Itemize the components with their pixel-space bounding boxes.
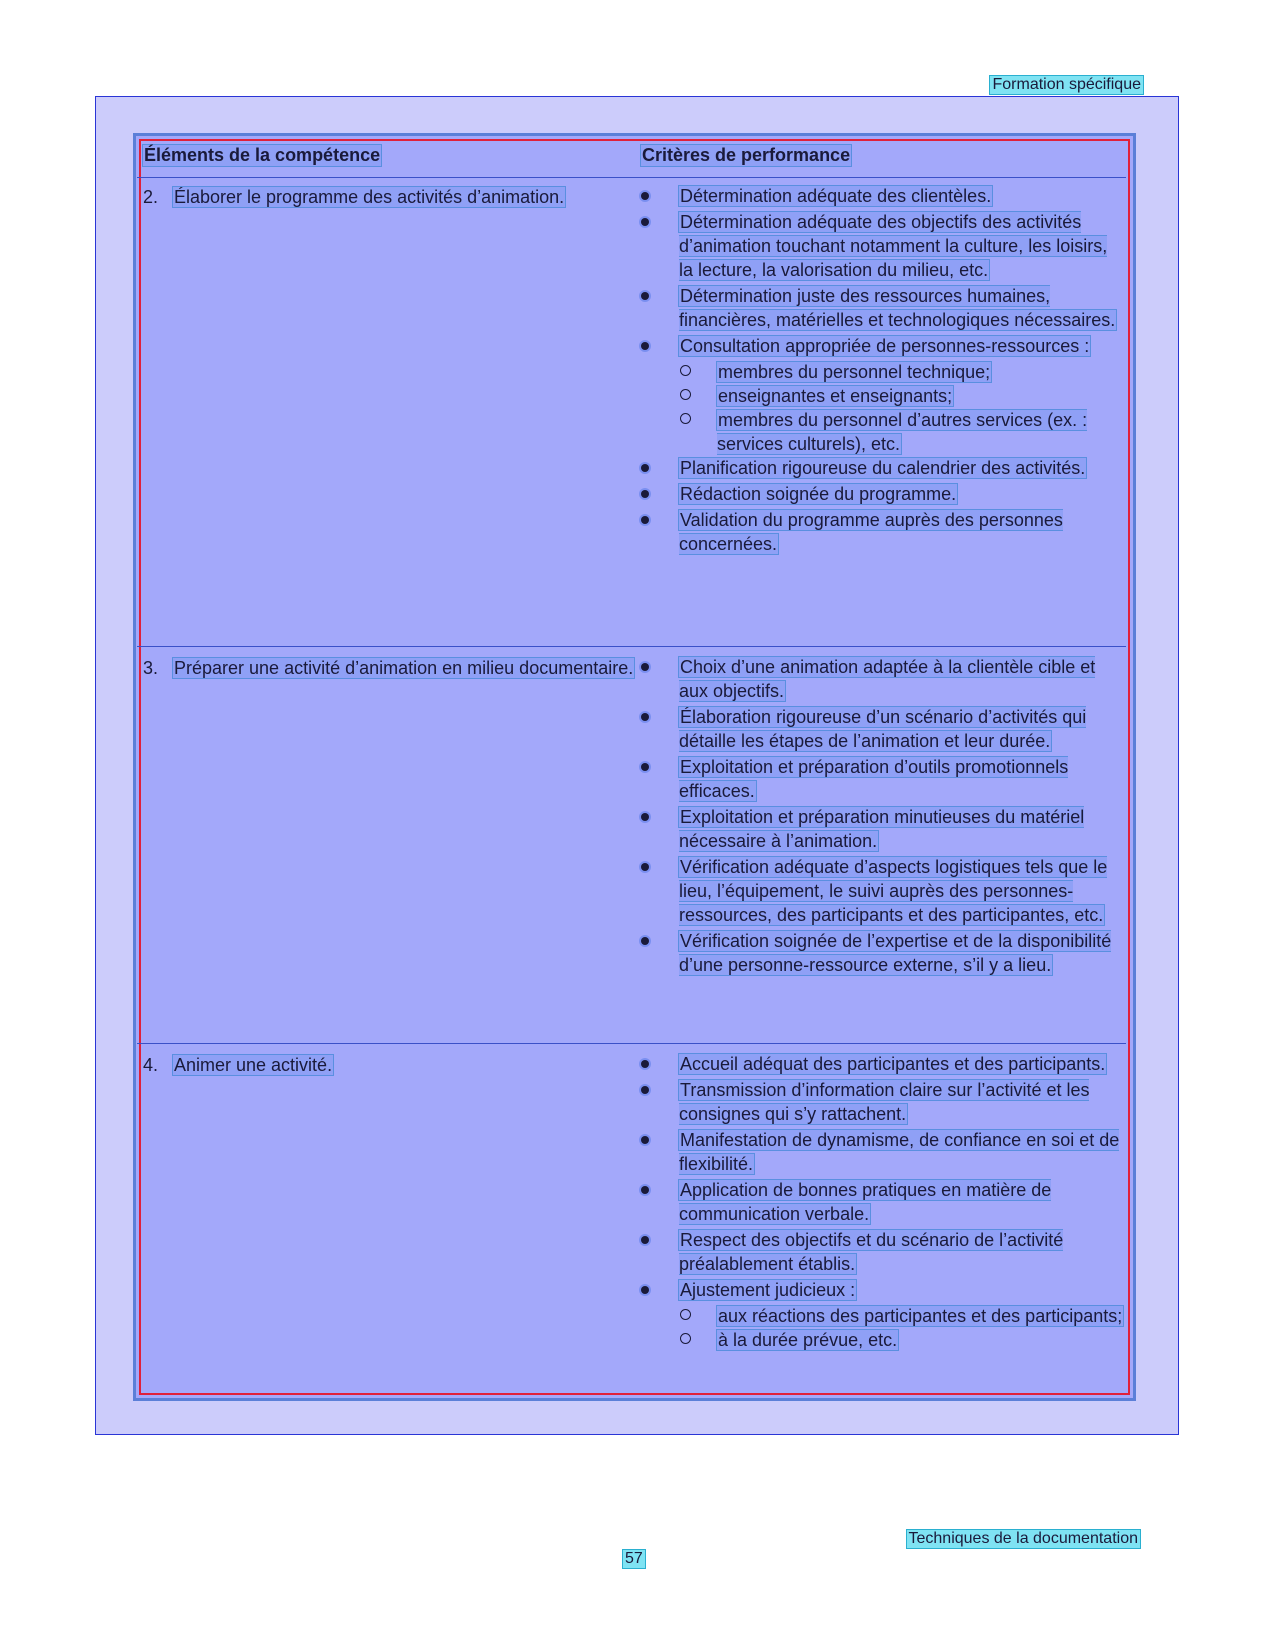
sub-criterion	[641, 360, 1126, 384]
criterion	[641, 1278, 1126, 1302]
criterion	[641, 1052, 1126, 1076]
criterion	[641, 482, 1126, 506]
bullet-icon	[641, 763, 649, 771]
criteria-list-3	[641, 655, 1126, 979]
criterion-text: Détermination adéquate des clientèles.	[680, 186, 992, 206]
criterion	[641, 508, 1126, 556]
criterion	[641, 1228, 1126, 1276]
bullet-icon	[641, 292, 649, 300]
criterion-text: Application de bonnes pratiques en matière de communication verbale.	[679, 1180, 1052, 1224]
criterion-text: Rédaction soignée du programme.	[680, 484, 957, 504]
criterion-text: enseignantes et enseignants;	[718, 386, 953, 406]
column-header-elements: Éléments de la compétence	[144, 145, 381, 165]
criterion-text: Ajustement judicieux :	[680, 1280, 856, 1300]
criterion	[641, 655, 1126, 703]
competence-element-3	[143, 656, 643, 680]
criterion	[641, 284, 1126, 332]
column-header-criteria: Critères de performance	[642, 145, 851, 165]
circle-bullet-icon	[680, 413, 691, 424]
element-number: 2.	[143, 187, 159, 207]
criteria-list-2	[641, 184, 1126, 558]
sub-criterion	[641, 1304, 1126, 1328]
criterion	[641, 334, 1126, 358]
competence-element-2	[143, 185, 643, 209]
bullet-icon	[641, 464, 649, 472]
criterion-text: Accueil adéquat des participantes et des participants.	[680, 1054, 1106, 1074]
element-text: Animer une activité.	[174, 1055, 333, 1075]
bullet-icon	[641, 516, 649, 524]
criterion-text: Transmission d’information claire sur l’activité et les consignes qui s’y rattachent.	[679, 1080, 1090, 1124]
bullet-icon	[641, 713, 649, 721]
criterion	[641, 210, 1126, 282]
criterion	[641, 1178, 1126, 1226]
bullet-icon	[641, 1236, 649, 1244]
bullet-icon	[641, 490, 649, 498]
bullet-icon	[641, 192, 649, 200]
criterion-text: Choix d’une animation adaptée à la clientèle cible et aux objectifs.	[679, 657, 1096, 701]
bullet-icon	[641, 1060, 649, 1068]
criterion-text: Planification rigoureuse du calendrier des activités.	[680, 458, 1086, 478]
criterion-text: Exploitation et préparation d’outils promotionnels efficaces.	[679, 757, 1069, 801]
bullet-icon	[641, 663, 649, 671]
circle-bullet-icon	[680, 1309, 691, 1320]
element-number: 3.	[143, 658, 159, 678]
bullet-icon	[641, 342, 649, 350]
header-divider	[137, 177, 1126, 178]
criterion	[641, 705, 1126, 753]
criterion	[641, 855, 1126, 927]
element-text: Préparer une activité d’animation en milieu documentaire.	[174, 658, 634, 678]
bullet-icon	[641, 863, 649, 871]
element-text: Élaborer le programme des activités d’animation.	[174, 187, 565, 207]
sub-criterion	[641, 384, 1126, 408]
header-note: Formation spécifique	[992, 76, 1141, 93]
criterion-text: Respect des objectifs et du scénario de l’activité préalablement établis.	[679, 1230, 1064, 1274]
criterion	[641, 805, 1126, 853]
row-divider	[137, 646, 1126, 647]
criteria-list-4	[641, 1052, 1126, 1352]
row-divider	[137, 1043, 1126, 1044]
bullet-icon	[641, 813, 649, 821]
criterion-text: membres du personnel d’autres services (ex. : services culturels), etc.	[717, 410, 1088, 454]
sub-criterion	[641, 408, 1126, 456]
criterion-text: Élaboration rigoureuse d’un scénario d’activités qui détaille les étapes de l’animation et leur durée.	[679, 707, 1087, 751]
footer-title: Techniques de la documentation	[908, 1530, 1138, 1547]
criterion	[641, 1128, 1126, 1176]
criterion-text: Détermination juste des ressources humaines, financières, matérielles et technologiques nécessaires.	[679, 286, 1116, 330]
bullet-icon	[641, 218, 649, 226]
criterion-text: à la durée prévue, etc.	[718, 1330, 898, 1350]
criterion	[641, 1078, 1126, 1126]
criterion-text: Détermination adéquate des objectifs des activités d’animation touchant notamment la culture, les loisirs, la lecture, la valorisation du milieu, etc.	[679, 212, 1108, 280]
criterion	[641, 184, 1126, 208]
bullet-icon	[641, 937, 649, 945]
circle-bullet-icon	[680, 365, 691, 376]
bullet-icon	[641, 1136, 649, 1144]
element-number: 4.	[143, 1055, 159, 1075]
criterion-text: aux réactions des participantes et des participants;	[718, 1306, 1123, 1326]
criterion-text: Exploitation et préparation minutieuses du matériel nécessaire à l’animation.	[679, 807, 1085, 851]
criterion-text: membres du personnel technique;	[718, 362, 991, 382]
criterion	[641, 456, 1126, 480]
criterion	[641, 929, 1126, 977]
criterion-text: Manifestation de dynamisme, de confiance en soi et de flexibilité.	[679, 1130, 1120, 1174]
criterion-text: Vérification soignée de l’expertise et de la disponibilité d’une personne-ressource externe, s’il y a lieu.	[679, 931, 1112, 975]
bullet-icon	[641, 1086, 649, 1094]
criterion-text: Validation du programme auprès des personnes concernées.	[679, 510, 1063, 554]
bullet-icon	[641, 1286, 649, 1294]
page-number: 57	[625, 1550, 643, 1567]
competence-element-4	[143, 1053, 643, 1077]
bullet-icon	[641, 1186, 649, 1194]
criterion-text: Vérification adéquate d’aspects logistiques tels que le lieu, l’équipement, le suivi auprès des personnes-ressources, des participants et des participantes, etc.	[679, 857, 1108, 925]
sub-criterion	[641, 1328, 1126, 1352]
circle-bullet-icon	[680, 1333, 691, 1344]
circle-bullet-icon	[680, 389, 691, 400]
criterion-text: Consultation appropriée de personnes-ressources :	[680, 336, 1090, 356]
criterion	[641, 755, 1126, 803]
